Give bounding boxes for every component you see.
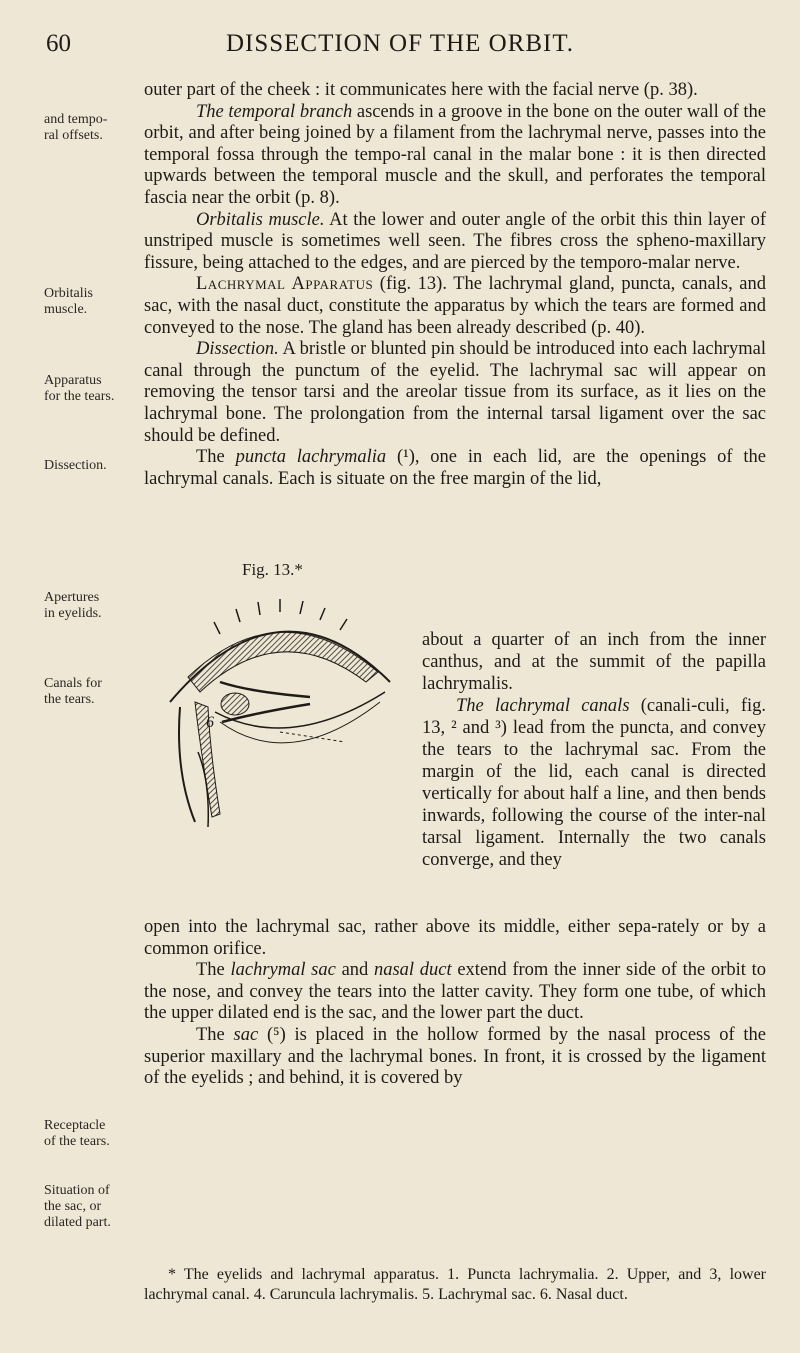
paragraph xyxy=(144,80,766,102)
paragraph-text: about a quarter of an inch from the inner canthus, and at the summit of the papilla lachrymalis. xyxy=(422,630,766,694)
small-caps-heading: Lachrymal Apparatus xyxy=(196,274,374,295)
body-text-narrow xyxy=(422,629,766,871)
emphasis: sac xyxy=(233,1024,259,1045)
paragraph-text: (⁵) is placed in the hollow formed by the nasal process of the superior maxillary and the lachrymal bones. In front, it is crossed by the ligament of the eyelids ; and behind, it is covered by xyxy=(144,1024,766,1089)
margin-note: Situation of the sac, or dilated part. xyxy=(44,1183,111,1230)
emphasis: The lachrymal canals xyxy=(456,696,630,716)
paragraph xyxy=(144,917,766,960)
page-header xyxy=(0,30,800,70)
paragraph-text: ascends in a groove in the bone on the outer wall of the orbit, and after being joined by a filament from the lachrymal nerve, passes into the temporal fossa through the tempo-ral canal in the malar bone : it is then directed upwards between the temporal muscle and the skull, and perforates the temporal fascia near the orbit (p. 8). xyxy=(144,101,766,208)
paragraph xyxy=(144,274,766,339)
paragraph-text: The xyxy=(196,960,231,981)
figure-label: 6 xyxy=(206,714,214,731)
margin-note: Apertures in eyelids. xyxy=(44,590,102,621)
body-text-lower xyxy=(144,917,766,1090)
paragraph xyxy=(422,695,766,871)
paragraph xyxy=(144,210,766,275)
margin-note: Canals for the tears. xyxy=(44,676,102,707)
footnote-text: * The eyelids and lachrymal apparatus. 1. Puncta lachrymalia. 2. Upper, and 3, lower lachrymal canal. 4. Caruncula lachrymalis. 5. Lachrymal sac. 6. Nasal duct. xyxy=(144,1266,766,1303)
body-text-upper xyxy=(144,80,766,490)
margin-note: and tempo- ral offsets. xyxy=(44,112,108,143)
paragraph xyxy=(144,960,766,1025)
paragraph-text: and xyxy=(335,960,374,981)
paragraph-text: The xyxy=(196,1024,234,1045)
emphasis: Orbitalis muscle. xyxy=(196,209,325,230)
paragraph xyxy=(144,339,766,447)
paragraph-text: (canali-culi, fig. 13, ² and ³) lead from the puncta, and convey the tears to the lachrymal sac. From the margin of the lid, each canal is directed vertically for about half a line, and then bends inwards, following the course of the inter-nal tarsal ligament. Internally the two canals converge, and they xyxy=(422,696,766,870)
paragraph-text: (fig. 13). The lachrymal gland, puncta, canals, and sac, with the nasal duct, constitute the apparatus by which the tears are formed and conveyed to the nose. The gland has been already described (p. 40). xyxy=(144,274,766,338)
paragraph xyxy=(144,447,766,490)
paragraph-text: (¹), one in each lid, are the openings of the lachrymal canals. Each is situate on the free margin of the lid, xyxy=(144,447,766,489)
figure-caption: Fig. 13.* xyxy=(242,560,303,579)
emphasis: nasal duct xyxy=(373,960,452,981)
margin-note: Orbitalis muscle. xyxy=(44,286,93,317)
emphasis: lachrymal sac xyxy=(230,960,336,981)
emphasis: puncta lachrymalia xyxy=(235,447,387,468)
paragraph-text: At the lower and outer angle of the orbit this thin layer of unstriped muscle is sometimes well seen. The fibres cross the spheno-maxillary fissure, being attached to the edges, and are pierced by the temporo-malar nerve. xyxy=(144,209,766,273)
paragraph xyxy=(144,102,766,210)
emphasis: Dissection. xyxy=(196,339,279,360)
paragraph xyxy=(422,629,766,695)
page-number: 60 xyxy=(46,30,71,57)
emphasis: The temporal branch xyxy=(196,101,353,122)
paragraph-text: outer part of the cheek : it communicates here with the facial nerve (p. 38). xyxy=(144,80,698,100)
paragraph-text: A bristle or blunted pin should be introduced into each lachrymal canal through the punctum of the eyelid. The lachrymal sac will appear on removing the tensor tarsi and the areolar tissue from its surface, as it lies on the lachrymal bone. The prolongation from the internal tarsal ligament over the sac should be defined. xyxy=(144,339,766,446)
paragraph-text: extend from the inner side of the orbit to the nose, and convey the tears into the latter cavity. They form one tube, of which the upper dilated end is the sac, and the lower part the duct. xyxy=(144,960,766,1024)
running-head: DISSECTION OF THE ORBIT. xyxy=(225,30,575,57)
margin-note: Dissection. xyxy=(44,458,107,473)
paragraph xyxy=(144,1025,766,1090)
figure-13 xyxy=(160,560,410,830)
footnote xyxy=(144,1265,766,1305)
eyelid-illustration xyxy=(160,582,410,832)
paragraph-text: open into the lachrymal sac, rather above its middle, either sepa-rately or by a common orifice. xyxy=(144,917,766,959)
paragraph-text: The xyxy=(196,447,236,468)
margin-note: Receptacle of the tears. xyxy=(44,1118,110,1149)
margin-note: Apparatus for the tears. xyxy=(44,373,115,404)
